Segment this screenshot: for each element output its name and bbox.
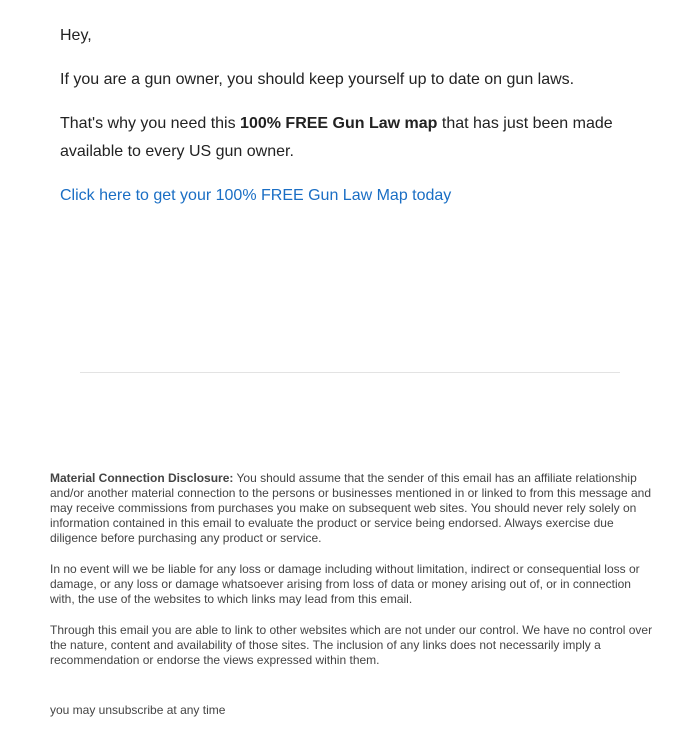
pitch-highlight: 100% FREE Gun Law map	[240, 115, 438, 132]
unsubscribe-text: you may unsubscribe at any time	[50, 703, 226, 717]
cta-paragraph	[60, 182, 660, 210]
email-body	[60, 22, 660, 210]
material-connection-disclosure	[50, 471, 655, 546]
email-footer	[50, 471, 655, 684]
divider	[80, 372, 620, 373]
liability-notice: In no event will we be liable for any loss or damage including without limitation, indirect or consequential loss or damage, or any loss or damage whatsoever arising from loss of data or money arising out of, or in connection with, the use of the websites to which links may lead from this email.	[50, 562, 640, 606]
disclosure-heading: Material Connection Disclosure:	[50, 471, 234, 485]
email-intro: If you are a gun owner, you should keep yourself up to date on gun laws.	[60, 71, 575, 88]
email-pitch	[60, 110, 660, 166]
pitch-text-before: That's why you need this	[60, 115, 241, 132]
external-links-notice: Through this email you are able to link to other websites which are not under our control. We have no control over the nature, content and availability of those sites. The inclusion of any links does not necessarily imply a recommendation or endorse the views expressed within them.	[50, 623, 653, 667]
pitch-text-after: that has just been made available to every US gun owner.	[60, 115, 613, 160]
disclosure-text: You should assume that the sender of this email has an affiliate relationship and/or another material connection to the persons or businesses mentioned in or linked to from this message and may receive commissions from purchases you make on subsequent web sites. You should never rely solely on information contained in this email to evaluate the product or service being endorsed. Always exercise due diligence before purchasing any product or service.	[50, 471, 652, 545]
cta-link[interactable]: Click here to get your 100% FREE Gun Law Map today	[60, 187, 452, 204]
email-greeting: Hey,	[60, 27, 92, 44]
